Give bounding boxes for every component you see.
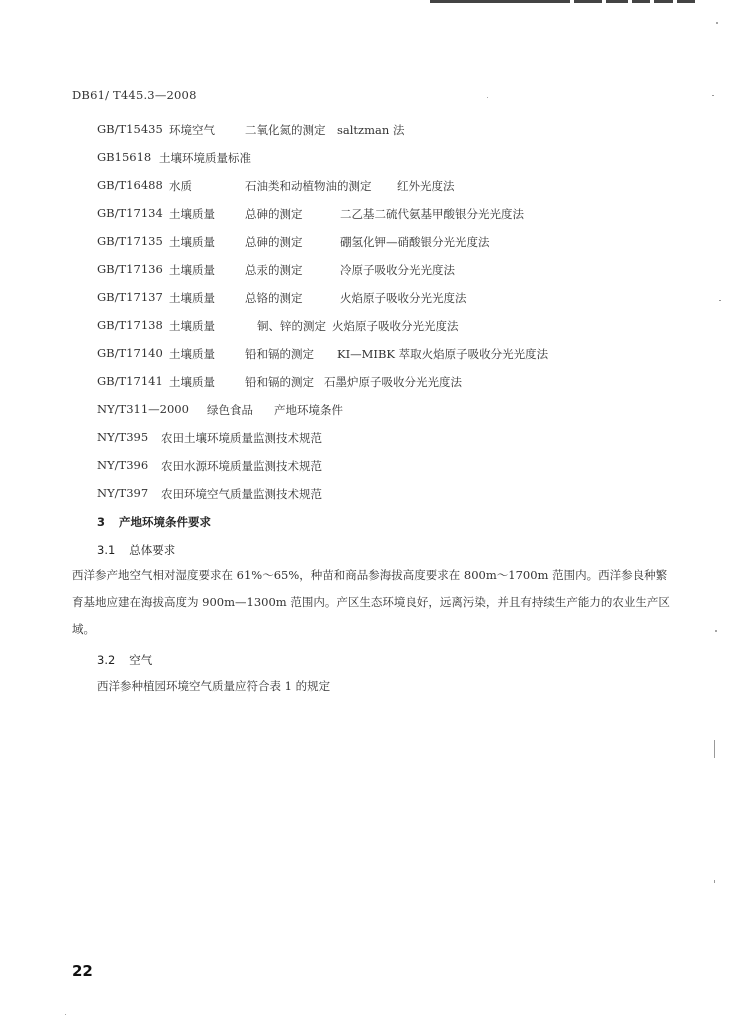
reference-subject: 土壤质量 (169, 235, 215, 249)
subsection-heading (97, 652, 152, 668)
section-title: 产地环境条件要求 (119, 515, 212, 529)
reference-method: 硼氢化钾—硝酸银分光光度法 (340, 235, 490, 249)
reference-code: GB/T17138 (97, 318, 163, 332)
reference-code: GB/T17135 (97, 234, 163, 248)
reference-code: GB/T17137 (97, 290, 163, 304)
reference-method: 红外光度法 (397, 179, 455, 193)
reference-method: 火焰原子吸收分光光度法 (340, 291, 467, 305)
section-number: 3.2 (97, 653, 116, 667)
reference-code: NY/T395 (97, 430, 149, 444)
reference-code: NY/T311—2000 (97, 402, 189, 416)
reference-title: 农田环境空气质量监测技术规范 (161, 487, 322, 501)
scan-speck (715, 630, 717, 632)
reference-title: 农田水源环境质量监测技术规范 (161, 459, 322, 473)
paragraph: 西洋参种植园环境空气质量应符合表 1 的规定 (97, 679, 331, 693)
reference-code: GB/T16488 (97, 178, 163, 192)
section-title: 总体要求 (129, 543, 176, 557)
scan-speck (65, 1014, 66, 1015)
section-heading (97, 514, 211, 530)
reference-code: GB/T17141 (97, 374, 163, 388)
reference-method: saltzman 法 (337, 123, 405, 137)
reference-item: 铅和镉的测定 (245, 375, 314, 389)
scan-speck (487, 97, 488, 98)
scan-line-gap (673, 0, 677, 3)
reference-subject: 土壤质量 (169, 207, 215, 221)
reference-subject: 土壤质量 (169, 347, 215, 361)
paragraph: 西洋参产地空气相对湿度要求在 61%～65%，种苗和商品参海拔高度要求在 800m～1700m 范围内。西洋参良种繁育基地应建在海拔高度为 900m—1300m 范围内。产区生态环境良好，远离污染，并且有持续生产能力的农业生产区域。 (72, 568, 670, 636)
reference-item: 总汞的测定 (245, 263, 303, 277)
page-number: 22 (72, 962, 93, 980)
scan-line-gap (650, 0, 654, 3)
scan-edge-mark (714, 880, 715, 883)
scan-speck (712, 95, 714, 96)
reference-subject: 土壤质量 (169, 291, 215, 305)
reference-code: GB15618 (97, 150, 152, 164)
reference-code: GB/T15435 (97, 122, 163, 136)
reference-code: GB/T17136 (97, 262, 163, 276)
reference-subject: 环境空气 (169, 123, 215, 137)
reference-subject: 土壤质量 (169, 375, 215, 389)
scan-line-gap (570, 0, 574, 3)
reference-subject: 土壤质量 (169, 319, 215, 333)
reference-method: 石墨炉原子吸收分光光度法 (324, 375, 462, 389)
subsection-heading (97, 542, 175, 558)
reference-item: 铜、锌的测定 (257, 319, 326, 333)
reference-item: 铅和镉的测定 (245, 347, 314, 361)
scan-speck (716, 22, 718, 24)
reference-item: 石油类和动植物油的测定 (245, 179, 372, 193)
reference-method: 冷原子吸收分光光度法 (340, 263, 455, 277)
scan-line-gap (628, 0, 632, 3)
reference-code: NY/T396 (97, 458, 149, 472)
reference-method: KI—MIBK 萃取火焰原子吸收分光光度法 (337, 347, 549, 361)
reference-item: 总砷的测定 (245, 207, 303, 221)
reference-subject: 土壤环境质量标准 (159, 151, 251, 165)
reference-title: 绿色食品 (207, 403, 253, 417)
reference-code: GB/T17140 (97, 346, 163, 360)
section-number: 3 (97, 515, 106, 529)
reference-extra: 产地环境条件 (274, 403, 343, 417)
reference-item: 二氧化氮的测定 (245, 123, 326, 137)
scan-speck (719, 300, 721, 301)
reference-method: 火焰原子吸收分光光度法 (332, 319, 459, 333)
reference-subject: 土壤质量 (169, 263, 215, 277)
reference-code: GB/T17134 (97, 206, 163, 220)
reference-subject: 水质 (169, 179, 192, 193)
document-header: DB61/ T445.3—2008 (72, 88, 197, 102)
reference-item: 总砷的测定 (245, 235, 303, 249)
section-title: 空气 (129, 653, 153, 667)
section-number: 3.1 (97, 543, 116, 557)
reference-method: 二乙基二硫代氨基甲酸银分光光度法 (340, 207, 524, 221)
reference-item: 总铬的测定 (245, 291, 303, 305)
reference-code: NY/T397 (97, 486, 149, 500)
reference-title: 农田土壤环境质量监测技术规范 (161, 431, 322, 445)
top-scan-line (430, 0, 695, 3)
scan-line-gap (602, 0, 606, 3)
scan-edge-mark (714, 740, 715, 758)
